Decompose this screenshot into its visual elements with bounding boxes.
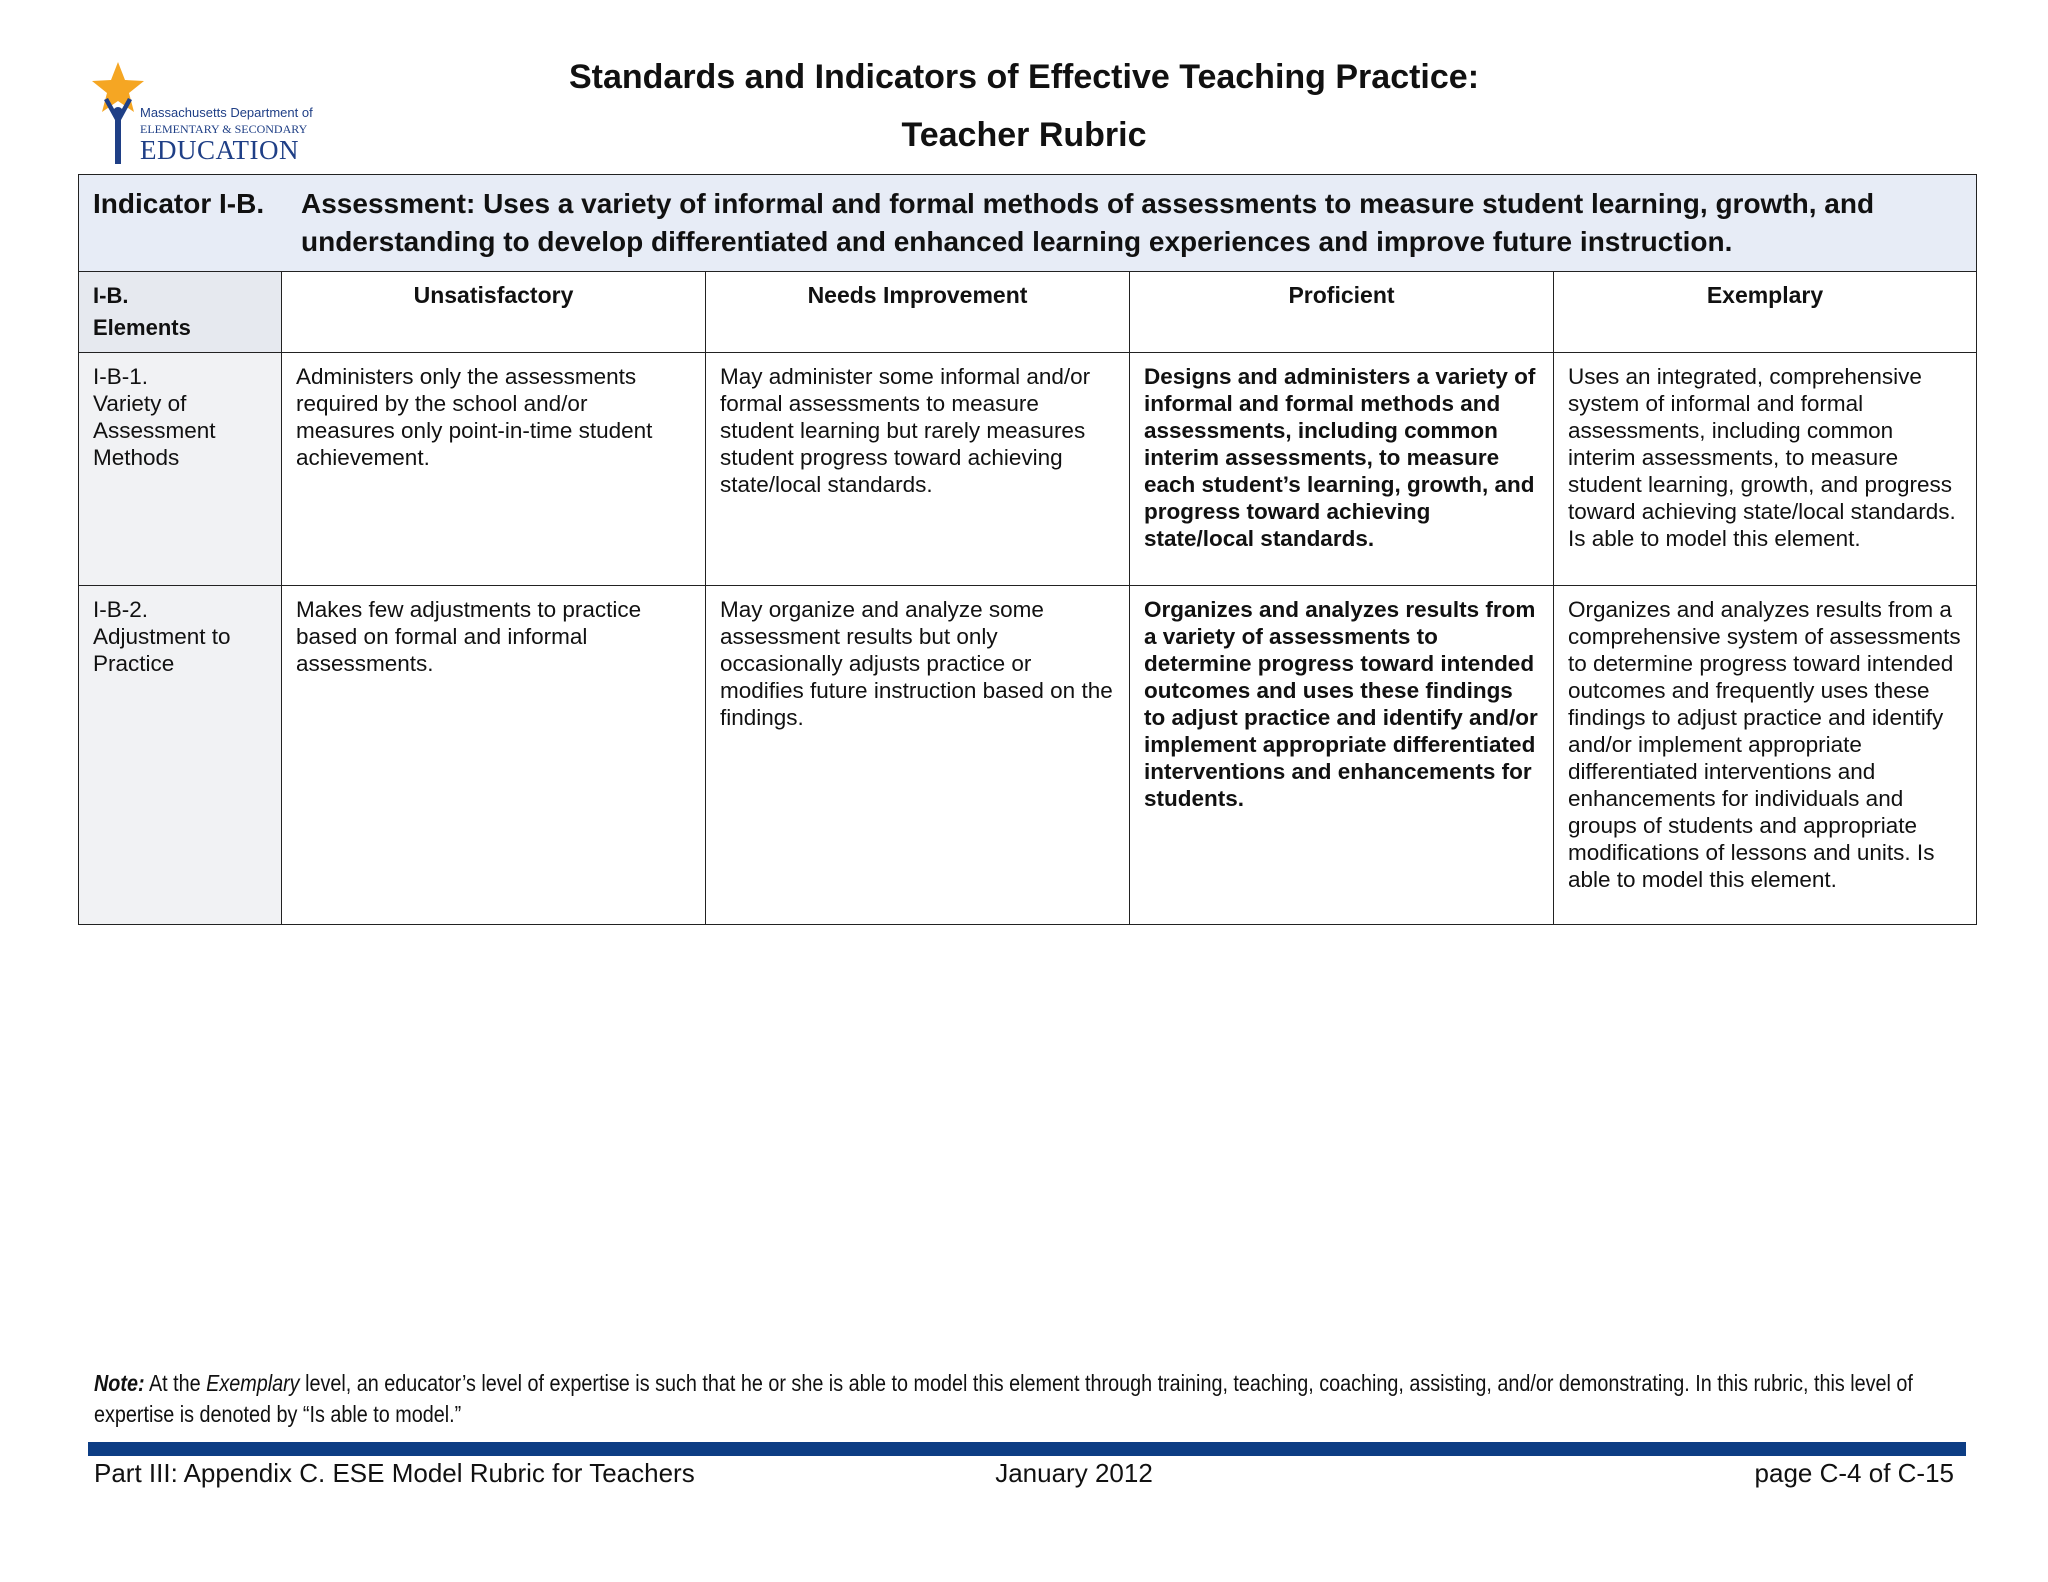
table-row xyxy=(79,586,1977,925)
unsatisfactory-cell: Administers only the assessments required by the school and/or measures only point-in-time student achievement. xyxy=(282,353,706,586)
unsatisfactory-cell: Makes few adjustments to practice based on formal and informal assessments. xyxy=(282,586,706,925)
indicator-row xyxy=(79,175,1977,272)
elements-header-label: Elements xyxy=(93,315,191,340)
element-code: I-B-1. xyxy=(93,364,149,389)
column-header-proficient: Proficient xyxy=(1130,272,1554,353)
column-header-needs-improvement: Needs Improvement xyxy=(706,272,1130,353)
rubric-table xyxy=(78,174,1977,925)
exemplary-cell: Organizes and analyzes results from a comprehensive system of assessments to determine progress toward intended outcomes and frequently uses these findings to adjust practice and identify and/or implement appropriate differentiated interventions and enhancements for individuals and groups of students and appropriate modifications of lessons and units. Is able to model this element. xyxy=(1554,586,1977,925)
page-title: Standards and Indicators of Effective Teaching Practice: xyxy=(568,58,1480,96)
column-header-row xyxy=(79,272,1977,353)
proficient-cell: Designs and administers a variety of informal and formal methods and assessments, including common interim assessments, to measure each student’s learning, growth, and progress toward achieving state/local standards. xyxy=(1130,353,1554,586)
footnote-emphasis: Exemplary xyxy=(206,1370,300,1396)
footer-date: January 2012 xyxy=(995,1458,1153,1488)
element-name: Adjustment to Practice xyxy=(93,624,231,676)
logo-line-1: Massachusetts Department of xyxy=(140,105,313,120)
footer-page-number: page C-4 of C-15 xyxy=(1754,1458,1954,1488)
logo-line-2: ELEMENTARY & SECONDARY xyxy=(140,122,308,136)
element-cell xyxy=(79,353,282,586)
footer-document-title: Part III: Appendix C. ESE Model Rubric for Teachers xyxy=(94,1458,695,1488)
elements-header-code: I-B. xyxy=(93,283,129,308)
indicator-text: Assessment: Uses a variety of informal and formal methods of assessments to measure student learning, growth, and understanding to develop differentiated and enhanced learning experiences and improve future instruction. xyxy=(301,188,1875,257)
page-subtitle: Teacher Rubric xyxy=(901,116,1147,154)
footnote-text-2: level, an educator’s level of expertise is such that he or she is able to model this element through training, teaching, coaching, assisting, and/or demonstrating. In this rubric, this level of expertise is denoted by “Is able to model.” xyxy=(94,1370,1913,1427)
element-code: I-B-2. xyxy=(93,597,149,622)
column-header-unsatisfactory: Unsatisfactory xyxy=(282,272,706,353)
table-row xyxy=(79,353,1977,586)
footnote xyxy=(94,1368,1952,1430)
logo-line-3: EDUCATION xyxy=(140,135,299,165)
exemplary-cell: Uses an integrated, comprehensive system of informal and formal assessments, including common interim assessments, to measure student learning, growth, and progress toward achieving state/local standards. Is able to model this element. xyxy=(1554,353,1977,586)
needs-improvement-cell: May administer some informal and/or formal assessments to measure student learning but rarely measures student progress toward achieving state/local standards. xyxy=(706,353,1130,586)
elements-header xyxy=(79,272,282,353)
proficient-cell: Organizes and analyzes results from a variety of assessments to determine progress toward intended outcomes and uses these findings to adjust practice and identify and/or implement appropriate differentiated interventions and enhancements for students. xyxy=(1130,586,1554,925)
indicator-label: Indicator I-B. xyxy=(93,188,265,219)
needs-improvement-cell: May organize and analyze some assessment results but only occasionally adjusts practice or modifies future instruction based on the findings. xyxy=(706,586,1130,925)
indicator-cell xyxy=(79,175,1977,272)
footer-divider xyxy=(88,1442,1966,1456)
element-name: Variety of Assessment Methods xyxy=(93,391,216,470)
footnote-label: Note: xyxy=(94,1370,145,1396)
column-header-exemplary: Exemplary xyxy=(1554,272,1977,353)
footnote-text-1: At the xyxy=(144,1370,207,1396)
element-cell xyxy=(79,586,282,925)
